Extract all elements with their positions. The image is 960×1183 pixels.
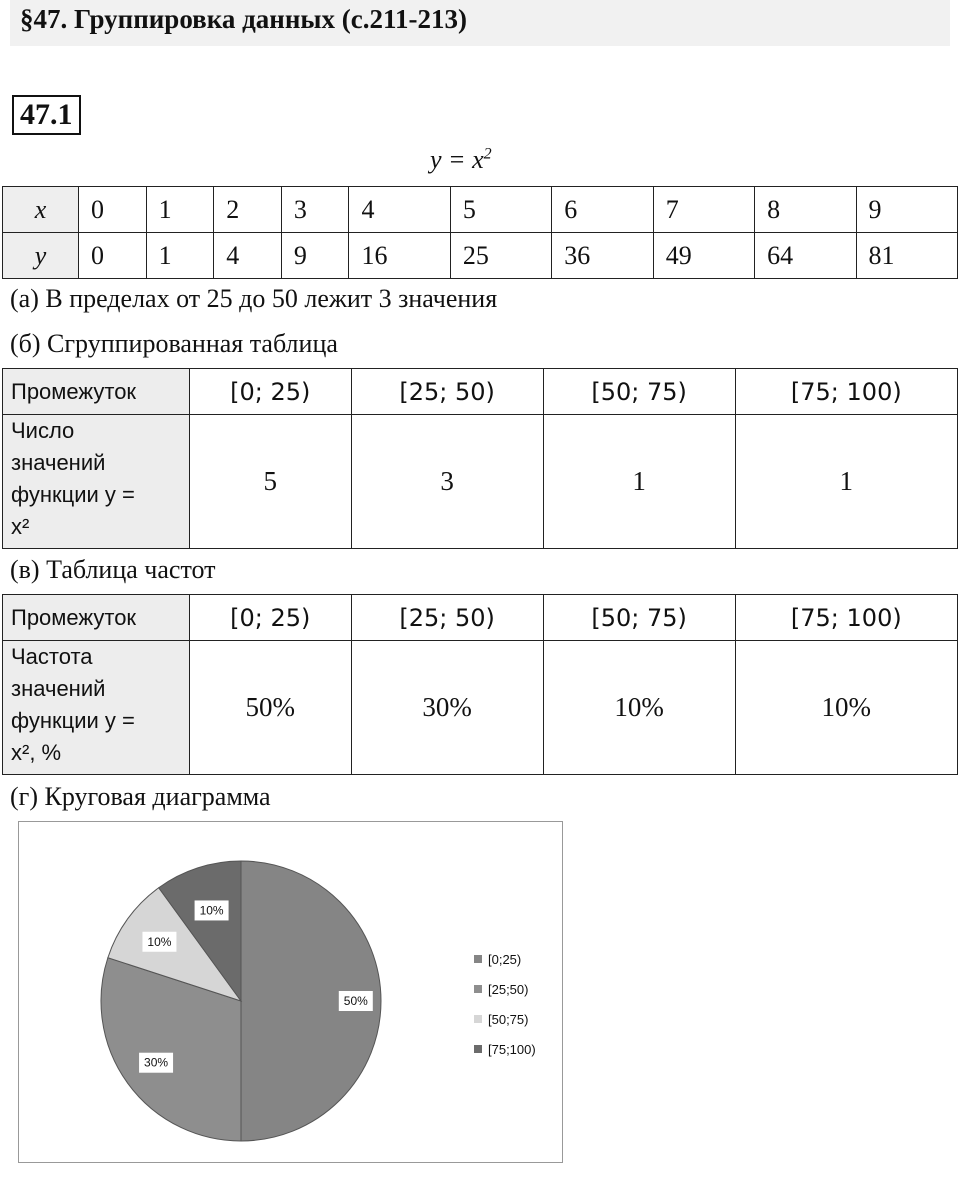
row-label-line: Частота	[11, 644, 93, 669]
data-label: 50%	[343, 994, 368, 1008]
legend-item	[474, 1034, 536, 1064]
legend-label: [50;75)	[488, 1011, 529, 1027]
y-cell: 4	[214, 233, 282, 279]
freq-header-label: Промежуток	[3, 595, 190, 641]
part-a-text: (а) В пределах от 25 до 50 лежит 3 значения	[10, 284, 498, 313]
data-label: 10%	[147, 934, 172, 949]
freq-values-row	[3, 641, 958, 775]
y-cell: 36	[552, 233, 653, 279]
freq-row-label	[3, 641, 190, 775]
grouped-header-row	[3, 369, 958, 415]
grouped-values-row	[3, 415, 958, 549]
interval-cell: [50; 75)	[543, 369, 735, 415]
data-label: 10%	[199, 903, 224, 918]
freq-header-row	[3, 595, 958, 641]
section-header	[10, 0, 950, 46]
x-cell: 7	[653, 187, 754, 233]
grouped-row-label	[3, 415, 190, 549]
legend-item	[474, 944, 536, 974]
section-title: §47. Группировка данных (с.211-213)	[20, 4, 467, 34]
y-label: y	[3, 233, 79, 279]
interval-cell: [25; 50)	[351, 369, 543, 415]
interval-cell: [25; 50)	[351, 595, 543, 641]
interval-cell: [75; 100)	[735, 369, 957, 415]
y-cell: 25	[450, 233, 551, 279]
part-b-heading: (б) Сгруппированная таблица	[10, 329, 338, 358]
freq-table	[2, 594, 958, 775]
part-d-heading: (г) Круговая диаграмма	[10, 782, 271, 811]
frequency-cell: 30%	[351, 641, 543, 775]
y-cell: 64	[755, 233, 856, 279]
problem-number: 47.1	[12, 95, 81, 135]
formula-exponent: 2	[483, 145, 492, 163]
frequency-cell: 10%	[735, 641, 957, 775]
x-label: x	[3, 187, 79, 233]
row-label-line: функции y =	[11, 708, 135, 733]
count-cell: 3	[351, 415, 543, 549]
legend-label: [0;25)	[488, 951, 522, 967]
y-cell: 1	[146, 233, 214, 279]
x-cell: 9	[856, 187, 957, 233]
y-cell: 16	[349, 233, 450, 279]
formula-text: y = x	[430, 145, 484, 174]
legend-label: [25;50)	[488, 981, 529, 997]
frequency-cell: 10%	[543, 641, 735, 775]
row-label-line: x², %	[11, 740, 62, 765]
chart-legend	[474, 944, 536, 1064]
row-label-line: функции y =	[11, 482, 135, 507]
legend-label: [75;100)	[488, 1041, 536, 1057]
row-label-line: x²	[11, 514, 30, 539]
count-cell: 1	[543, 415, 735, 549]
x-cell: 6	[552, 187, 653, 233]
row-label-line: Число	[11, 418, 75, 443]
xy-table	[2, 186, 958, 279]
y-row	[3, 233, 958, 279]
y-cell: 49	[653, 233, 754, 279]
row-label-line: значений	[11, 450, 106, 475]
y-cell: 0	[79, 233, 147, 279]
x-cell: 8	[755, 187, 856, 233]
frequency-cell: 50%	[190, 641, 352, 775]
count-cell: 5	[190, 415, 352, 549]
interval-cell: [0; 25)	[190, 369, 352, 415]
legend-swatch	[474, 985, 482, 993]
grouped-table	[2, 368, 958, 549]
x-cell: 0	[79, 187, 147, 233]
y-cell: 81	[856, 233, 957, 279]
legend-swatch	[474, 1015, 482, 1023]
x-cell: 5	[450, 187, 551, 233]
interval-cell: [50; 75)	[543, 595, 735, 641]
data-label: 30%	[144, 1055, 169, 1070]
interval-cell: [0; 25)	[190, 595, 352, 641]
part-c-heading: (в) Таблица частот	[10, 555, 216, 584]
formula	[430, 145, 492, 175]
legend-item	[474, 1004, 536, 1034]
legend-swatch	[474, 1045, 482, 1053]
grouped-header-label: Промежуток	[3, 369, 190, 415]
x-row	[3, 187, 958, 233]
x-cell: 1	[146, 187, 214, 233]
legend-swatch	[474, 955, 482, 963]
count-cell: 1	[735, 415, 957, 549]
y-cell: 9	[281, 233, 349, 279]
x-cell: 2	[214, 187, 282, 233]
x-cell: 4	[349, 187, 450, 233]
x-cell: 3	[281, 187, 349, 233]
row-label-line: значений	[11, 676, 106, 701]
interval-cell: [75; 100)	[735, 595, 957, 641]
legend-item	[474, 974, 536, 1004]
